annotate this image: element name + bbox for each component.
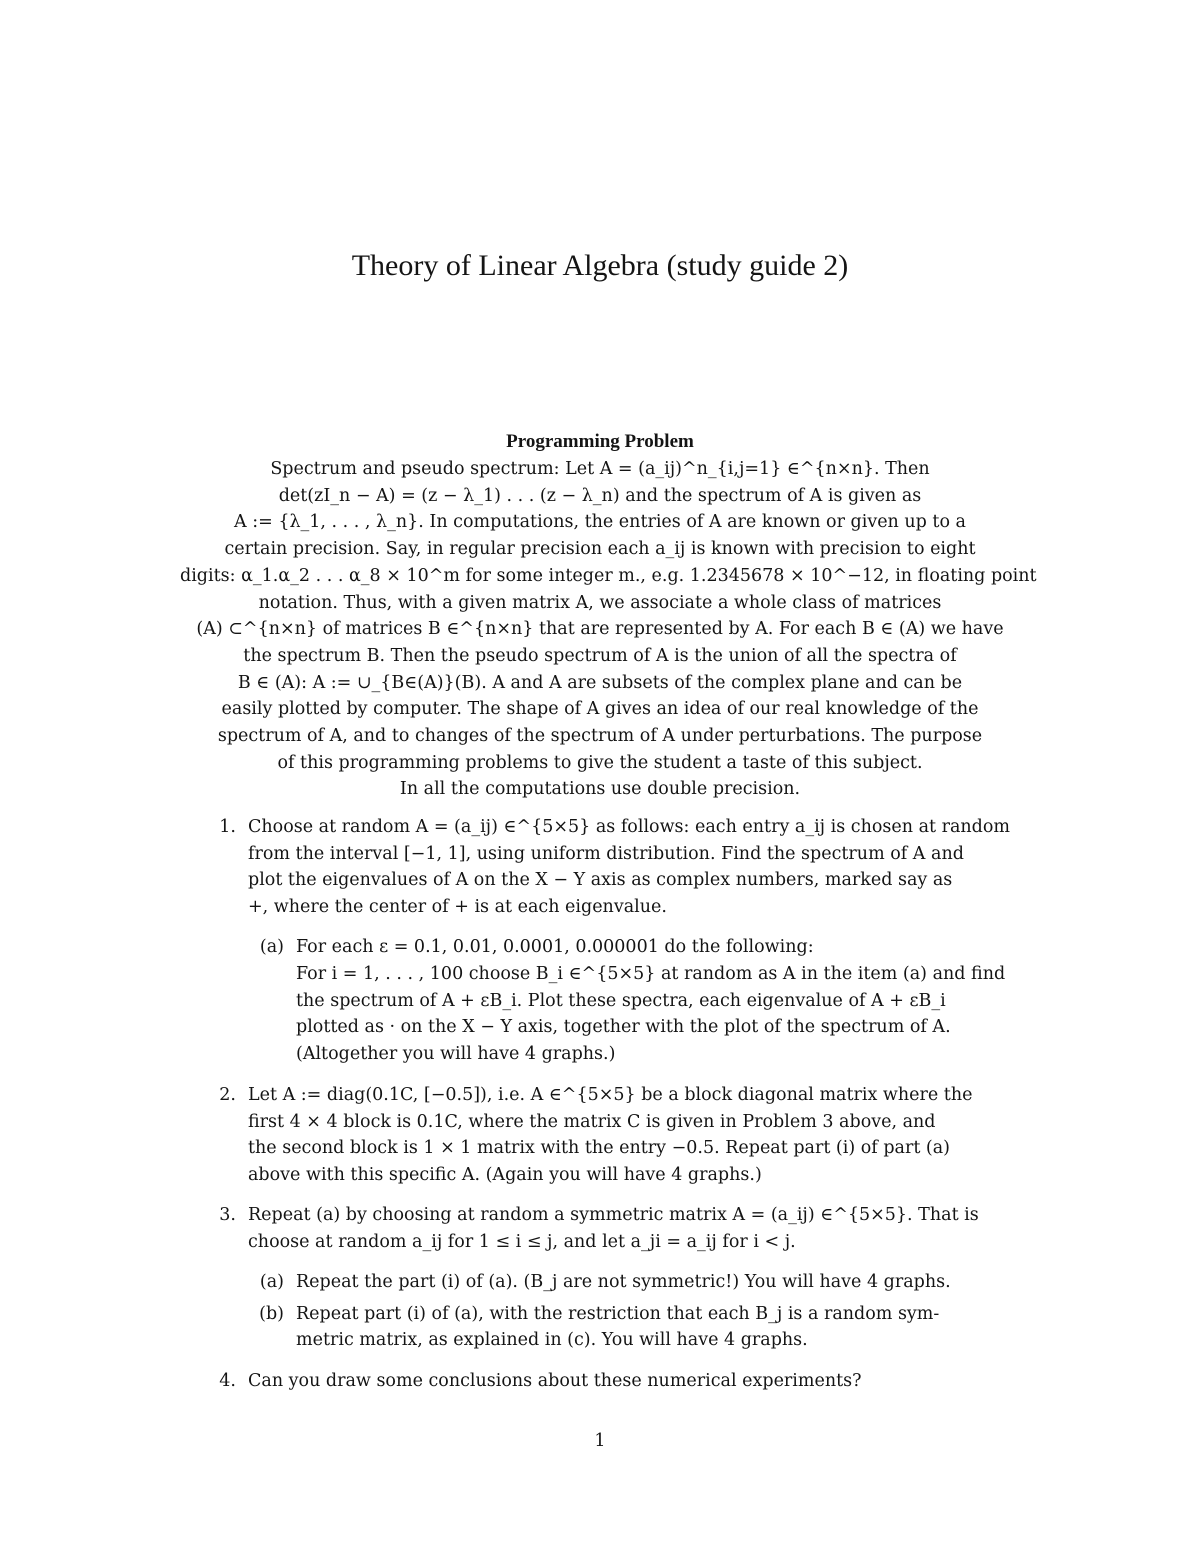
- list-item-number: 4.: [219, 1371, 236, 1391]
- list-item-line: first 4 × 4 block is 0.1C, where the matrix C is given in Problem 3 above, and: [248, 1112, 936, 1132]
- sub-item-line: For i = 1, . . . , 100 choose B_i ∈^{5×5} at random as A in the item (a) and find: [296, 964, 1006, 984]
- intro-line: notation. Thus, with a given matrix A, we associate a whole class of matrices: [258, 592, 942, 613]
- sub-item-label: (a): [259, 937, 284, 957]
- list-item-number: 1.: [219, 817, 236, 837]
- intro-line: (A) ⊂^{n×n} of matrices B ∈^{n×n} that are represented by A. For each B ∈ (A) we have: [196, 619, 1004, 640]
- list-item-line: Choose at random A = (a_ij) ∈^{5×5} as follows: each entry a_ij is chosen at random: [248, 817, 1011, 837]
- list-item-line: Can you draw some conclusions about these numerical experiments?: [248, 1371, 862, 1391]
- list-item-line: choose at random a_ij for 1 ≤ i ≤ j, and let a_ji = a_ij for i < j.: [248, 1232, 796, 1252]
- intro-line: spectrum of A, and to changes of the spectrum of A under perturbations. The purpose: [217, 726, 983, 747]
- page-number: 1: [594, 1431, 606, 1451]
- sub-item-line: the spectrum of A + εB_i. Plot these spectra, each eigenvalue of A + εB_i: [296, 991, 946, 1011]
- sub-item-line: Repeat part (i) of (a), with the restriction that each B_j is a random sym-: [296, 1304, 940, 1324]
- sub-item-label: (b): [259, 1304, 284, 1324]
- intro-line: of this programming problems to give the student a taste of this subject.: [277, 752, 923, 773]
- list-item-line: above with this specific A. (Again you will have 4 graphs.): [248, 1165, 762, 1185]
- sub-item-label: (a): [259, 1272, 284, 1292]
- list-item-line: Repeat (a) by choosing at random a symmetric matrix A = (a_ij) ∈^{5×5}. That is: [248, 1205, 979, 1225]
- list-item-line: Let A := diag(0.1C, [−0.5]), i.e. A ∈^{5×5} be a block diagonal matrix where the: [248, 1085, 973, 1105]
- list-item-number: 2.: [219, 1085, 236, 1105]
- intro-line: Spectrum and pseudo spectrum: Let A = (a_ij)^n_{i,j=1} ∈^{n×n}. Then: [270, 459, 930, 479]
- list-item-number: 3.: [219, 1205, 236, 1225]
- sub-item-line: (Altogether you will have 4 graphs.): [296, 1044, 616, 1064]
- sub-item-line: Repeat the part (i) of (a). (B_j are not symmetric!) You will have 4 graphs.: [296, 1272, 951, 1292]
- document-title: Theory of Linear Algebra (study guide 2): [351, 249, 849, 282]
- intro-line: the spectrum B. Then the pseudo spectrum of A is the union of all the spectra of: [243, 645, 957, 666]
- intro-line: certain precision. Say, in regular precision each a_ij is known with precision to eight: [224, 539, 976, 560]
- intro-line: digits: α_1.α_2 . . . α_8 × 10^m for some integer m., e.g. 1.2345678 × 10^−12, in floating point: [180, 565, 1037, 586]
- sub-item-line: plotted as · on the X − Y axis, together with the plot of the spectrum of A.: [296, 1017, 951, 1037]
- intro-line: det(zI_n − A) = (z − λ_1) . . . (z − λ_n) and the spectrum of A is given as: [278, 485, 922, 506]
- list-item-line: +, where the center of + is at each eigenvalue.: [248, 897, 667, 917]
- intro-line: easily plotted by computer. The shape of A gives an idea of our real knowledge of the: [221, 699, 979, 720]
- sub-item-line: For each ε = 0.1, 0.01, 0.0001, 0.000001 do the following:: [296, 937, 814, 957]
- list-item-line: the second block is 1 × 1 matrix with the entry −0.5. Repeat part (i) of part (a): [248, 1138, 950, 1158]
- list-item-line: from the interval [−1, 1], using uniform distribution. Find the spectrum of A and: [248, 844, 964, 864]
- section-heading: Programming Problem: [506, 431, 694, 452]
- list-item-line: plot the eigenvalues of A on the X − Y axis as complex numbers, marked say as: [248, 870, 953, 890]
- intro-paragraph: [180, 456, 1037, 803]
- intro-line: B ∈ (A): A := ∪_{B∈(A)}(B). A and A are subsets of the complex plane and can be: [237, 672, 963, 693]
- intro-line: In all the computations use double precision.: [399, 779, 801, 800]
- sub-item-line: metric matrix, as explained in (c). You will have 4 graphs.: [296, 1330, 808, 1350]
- intro-line: A := {λ_1, . . . , λ_n}. In computations, the entries of A are known or given up to a: [234, 512, 966, 533]
